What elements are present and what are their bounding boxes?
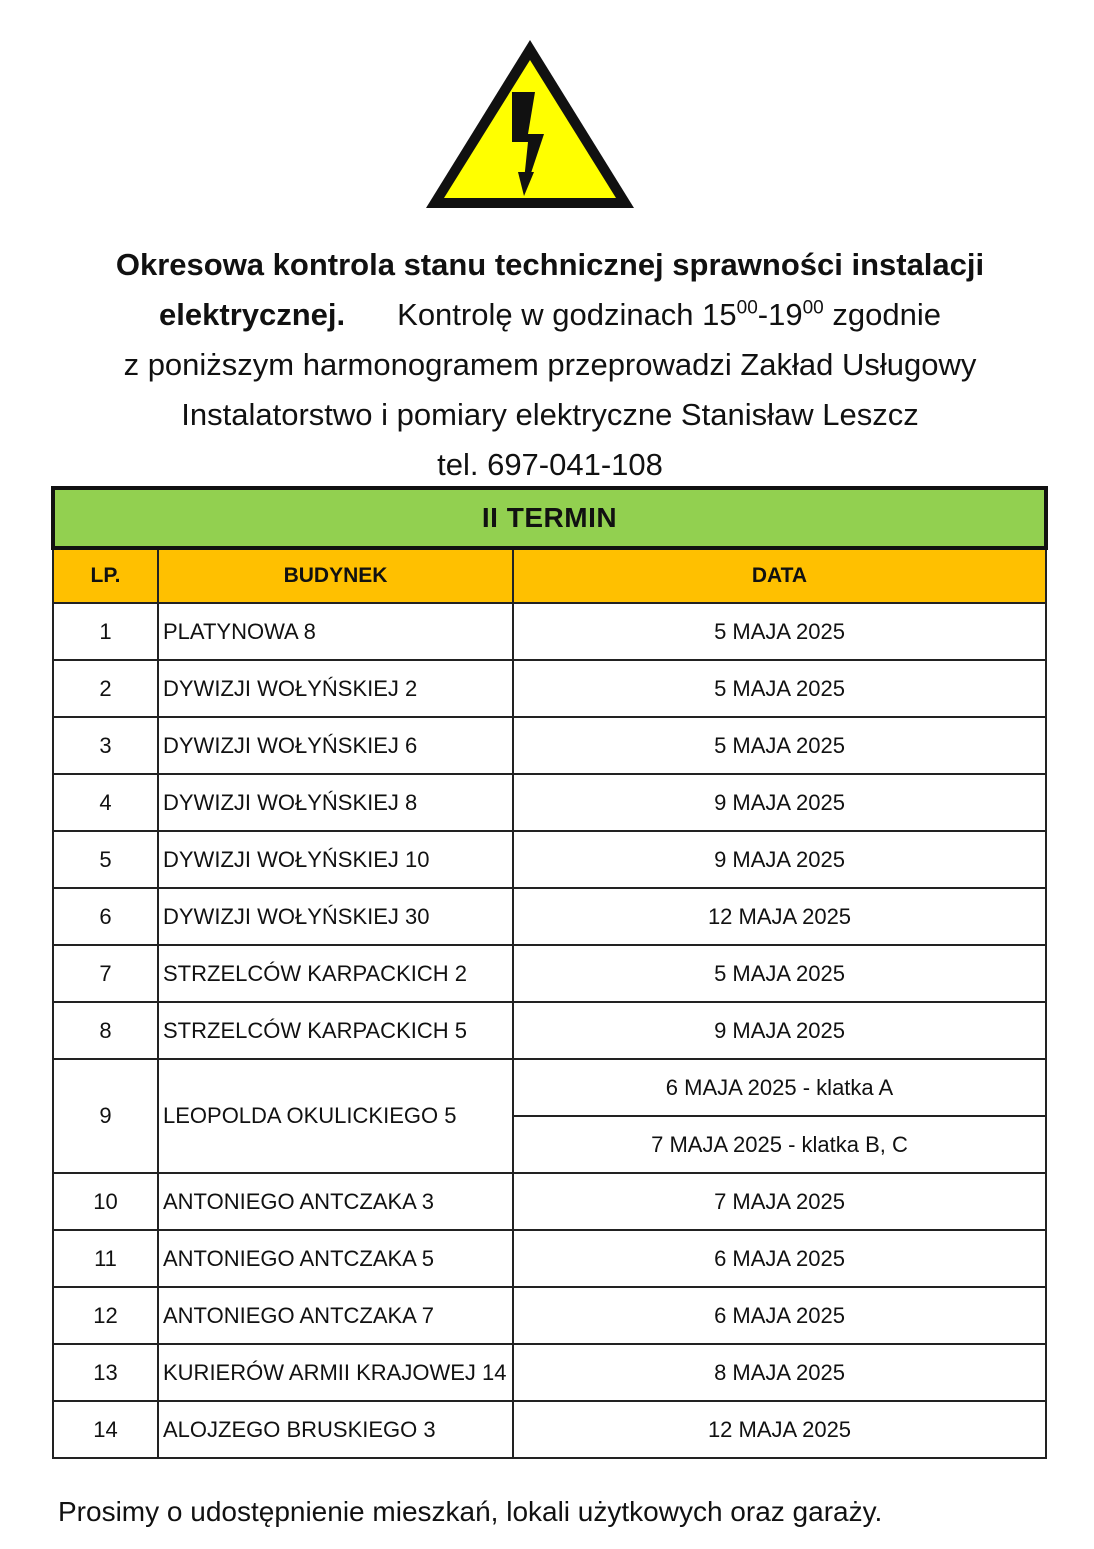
- heading-line-5: tel. 697-041-108: [437, 447, 663, 482]
- row-lp: 1: [53, 603, 158, 660]
- row-building: ANTONIEGO ANTCZAKA 7: [158, 1287, 513, 1344]
- row-lp: 5: [53, 831, 158, 888]
- row-lp: 13: [53, 1344, 158, 1401]
- hours-suffix: zgodnie: [823, 297, 941, 332]
- row-date: 6 MAJA 2025: [513, 1287, 1046, 1344]
- row-date: 5 MAJA 2025: [513, 660, 1046, 717]
- row-date: 6 MAJA 2025: [513, 1230, 1046, 1287]
- table-row: [53, 831, 1046, 888]
- row-date: 7 MAJA 2025: [513, 1173, 1046, 1230]
- row-building: DYWIZJI WOŁYŃSKIEJ 6: [158, 717, 513, 774]
- row-lp: 11: [53, 1230, 158, 1287]
- table-row: [53, 660, 1046, 717]
- row-date: 12 MAJA 2025: [513, 1401, 1046, 1458]
- row-lp: 4: [53, 774, 158, 831]
- hours-start-sup: 00: [736, 297, 758, 319]
- row-lp: 8: [53, 1002, 158, 1059]
- row-building: ALOJZEGO BRUSKIEGO 3: [158, 1401, 513, 1458]
- table-row: [53, 1287, 1046, 1344]
- row-building: STRZELCÓW KARPACKICH 2: [158, 945, 513, 1002]
- table-row: [53, 945, 1046, 1002]
- table-row: [53, 888, 1046, 945]
- row-building: LEOPOLDA OKULICKIEGO 5: [158, 1059, 513, 1173]
- row-building: DYWIZJI WOŁYŃSKIEJ 10: [158, 831, 513, 888]
- hours-dash: -19: [757, 297, 803, 332]
- row-building: PLATYNOWA 8: [158, 603, 513, 660]
- table-row: [53, 1401, 1046, 1458]
- row-date: 8 MAJA 2025: [513, 1344, 1046, 1401]
- row-date: 5 MAJA 2025: [513, 717, 1046, 774]
- row-building: ANTONIEGO ANTCZAKA 5: [158, 1230, 513, 1287]
- row-lp: 14: [53, 1401, 158, 1458]
- row-date-secondary: 7 MAJA 2025 - klatka B, C: [513, 1116, 1046, 1173]
- col-header-budynek: BUDYNEK: [158, 548, 513, 603]
- table-row: [53, 1002, 1046, 1059]
- row-date: 9 MAJA 2025: [513, 774, 1046, 831]
- heading-line-4: Instalatorstwo i pomiary elektryczne Stanisław Leszcz: [181, 397, 919, 432]
- row-date: 5 MAJA 2025: [513, 603, 1046, 660]
- row-date: 5 MAJA 2025: [513, 945, 1046, 1002]
- row-lp: 3: [53, 717, 158, 774]
- col-header-lp: LP.: [53, 548, 158, 603]
- table-banner: II TERMIN: [53, 488, 1046, 548]
- hours-end-sup: 00: [802, 297, 824, 319]
- heading-line-3: z poniższym harmonogramem przeprowadzi Zakład Usługowy: [123, 347, 977, 382]
- row-lp: 9: [53, 1059, 158, 1173]
- row-date: 9 MAJA 2025: [513, 1002, 1046, 1059]
- heading-line-1: Okresowa kontrola stanu technicznej sprawności instalacji: [115, 247, 985, 282]
- schedule-table: [51, 486, 1048, 1459]
- row-date: 12 MAJA 2025: [513, 888, 1046, 945]
- table-row: [53, 1230, 1046, 1287]
- row-building: DYWIZJI WOŁYŃSKIEJ 2: [158, 660, 513, 717]
- table-row: [53, 717, 1046, 774]
- row-building: DYWIZJI WOŁYŃSKIEJ 8: [158, 774, 513, 831]
- row-building: DYWIZJI WOŁYŃSKIEJ 30: [158, 888, 513, 945]
- row-date: 9 MAJA 2025: [513, 831, 1046, 888]
- table-row: [53, 774, 1046, 831]
- heading-line-2: [30, 290, 1070, 340]
- footer-note: Prosimy o udostępnienie mieszkań, lokali użytkowych oraz garaży.: [58, 1496, 883, 1527]
- row-lp: 6: [53, 888, 158, 945]
- row-building: STRZELCÓW KARPACKICH 5: [158, 1002, 513, 1059]
- table-row: [53, 1344, 1046, 1401]
- row-building: KURIERÓW ARMII KRAJOWEJ 14: [158, 1344, 513, 1401]
- row-lp: 2: [53, 660, 158, 717]
- col-header-data: DATA: [513, 548, 1046, 603]
- intro-text: [30, 240, 1070, 490]
- table-row: [53, 603, 1046, 660]
- table-row: [53, 1059, 1046, 1116]
- heading-bold-2: elektrycznej.: [159, 297, 346, 332]
- row-lp: 10: [53, 1173, 158, 1230]
- row-lp: 12: [53, 1287, 158, 1344]
- row-lp: 7: [53, 945, 158, 1002]
- hours-prefix: Kontrolę w godzinach 15: [397, 297, 737, 332]
- row-building: ANTONIEGO ANTCZAKA 3: [158, 1173, 513, 1230]
- high-voltage-warning-icon: [422, 36, 638, 212]
- row-date: 6 MAJA 2025 - klatka A: [513, 1059, 1046, 1116]
- table-row: [53, 1173, 1046, 1230]
